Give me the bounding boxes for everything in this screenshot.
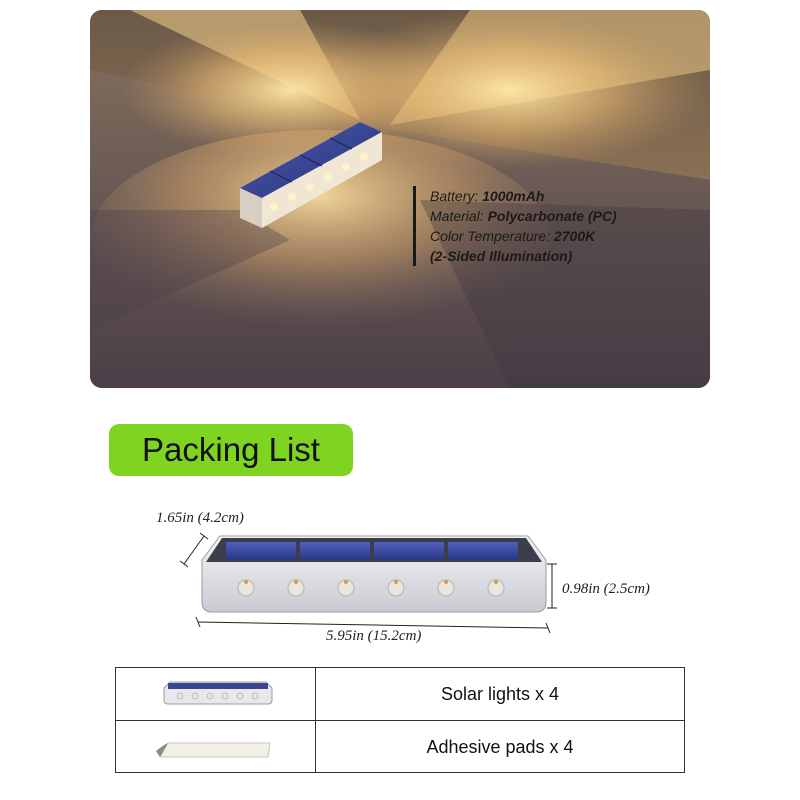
depth-label: 1.65in (4.2cm) [156, 510, 244, 526]
dimension-diagram [150, 500, 690, 660]
spec-list [413, 186, 617, 266]
item-label: Adhesive pads x 4 [426, 736, 574, 757]
packing-table [115, 667, 685, 773]
spec-material: Material: Polycarbonate (PC) [430, 208, 617, 224]
solar-cell [448, 542, 518, 560]
product-photo [90, 10, 710, 388]
solar-cell [374, 542, 444, 560]
solar-light-thumbnail [116, 668, 316, 720]
table-row [116, 668, 684, 721]
lit-step-light-scene [90, 10, 710, 388]
item-label: Solar lights x 4 [440, 683, 560, 704]
spec-battery: Battery: 1000mAh [430, 188, 545, 204]
height-label: 0.98in (2.5cm) [562, 581, 650, 597]
packing-list-title: Packing List [109, 424, 353, 476]
spec-illumination-note: (2-Sided Illumination) [430, 248, 573, 264]
solar-cell [300, 542, 370, 560]
spec-color-temperature: Color Temperature: 2700K [430, 228, 596, 244]
table-row [116, 721, 684, 773]
solar-cell [226, 542, 296, 560]
adhesive-pad-thumbnail [116, 721, 316, 773]
length-label: 5.95in (15.2cm) [326, 628, 422, 644]
